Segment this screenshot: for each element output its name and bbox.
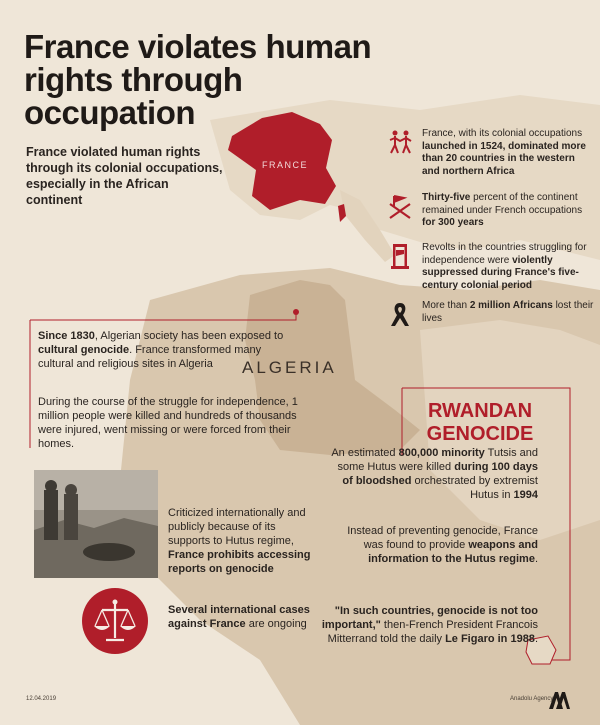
anadolu-agency-logo-icon — [548, 690, 570, 710]
flag-crossed-weapons-icon — [386, 192, 414, 220]
rwandan-genocide-heading: RWANDAN GENOCIDE — [426, 400, 534, 445]
rwanda-weapons-text: Instead of preventing genocide, France was found to provide weapons and information to the Hutus regime. — [347, 525, 538, 565]
algeria-independence-text: During the course of the struggle for independence, 1 million people were killed and hundreds of thousands were injured, went missing or were forced from their homes. — [38, 396, 298, 450]
mitterrand-quote-text: "In such countries, genocide is not too important," then-French President Francois Mitterrand told the daily Le Figaro in 1988. — [321, 605, 538, 645]
historical-photo — [34, 470, 158, 578]
algeria-cultural-genocide-text: Since 1830, Algerian society has been exposed to cultural genocide. France transformed many cultural and religious sites in Algeria — [38, 330, 284, 370]
international-cases-text: Several international cases against France are ongoing — [168, 604, 310, 630]
algeria-callout-dot — [293, 309, 299, 315]
footer-agency: Anadolu Agency — [510, 696, 554, 702]
guillotine-icon — [386, 242, 414, 270]
reports-prohibited-text: Criticized internationally and publicly because of its supports to Hutus regime, France prohibits accessing reports on genocide — [168, 507, 311, 575]
scales-of-justice-icon — [82, 588, 148, 654]
mourning-ribbon-icon — [386, 300, 414, 328]
page-subtitle: France violated human rights through its colonial occupations, especially in the African continent — [26, 145, 223, 207]
france-label: FRANCE — [262, 160, 309, 170]
rwanda-death-toll-text: An estimated 800,000 minority Tutsis and some Hutus were killed during 100 days of bloodshed orchestrated by extremist Hutus in 1994 — [331, 447, 538, 501]
algeria-label: ALGERIA — [242, 358, 337, 377]
page-title: France violates human rights through occupation — [24, 28, 372, 131]
footer-date: 12.04.2019 — [26, 696, 57, 702]
dancers-icon — [386, 128, 414, 156]
